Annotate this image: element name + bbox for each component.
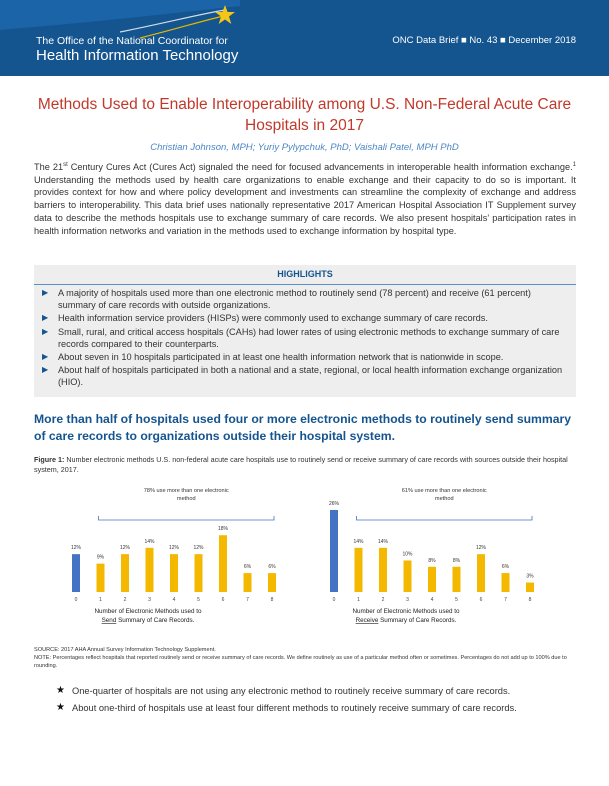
receive-tick-label: 3 <box>406 597 409 603</box>
receive-bar <box>502 573 510 592</box>
receive-bracket <box>357 516 533 520</box>
send-annotation-text: method <box>176 496 196 502</box>
receive-bar <box>404 560 412 592</box>
source-text: SOURCE: 2017 AHA Annual Survey Information Technology Supplement. <box>34 647 216 653</box>
send-bar <box>219 535 227 592</box>
highlights-title: HIGHLIGHTS <box>277 269 333 279</box>
page-title: Methods Used to Enable Interoperability among U.S. Non-Federal Acute Care Hospitals in 2017 <box>37 96 572 134</box>
send-bar <box>268 573 276 592</box>
receive-value-label: 8% <box>452 557 461 564</box>
arrow-bullet-icon: ▶ <box>42 326 49 336</box>
org-name-line2: Health Information Technology <box>36 47 239 64</box>
section-heading: More than half of hospitals used four or more electronic methods to routinely send summary of care records to organizations outside their hospital system. <box>34 412 572 443</box>
highlights-list <box>42 287 570 390</box>
send-bar <box>170 554 178 592</box>
receive-xlabel-line2 <box>356 617 457 624</box>
note-text: NOTE: Percentages reflect hospitals that reported routinely send or receive summary of care records. We define routinely as use of a particular method often or sometimes. Percentages do not add up to 100% due to rounding. <box>34 655 567 669</box>
send-value-label: 6% <box>268 564 276 571</box>
send-value-label: 12% <box>119 545 131 552</box>
findings-list <box>56 686 576 720</box>
figure-caption: Figure 1: Number electronic methods U.S. non-federal acute care hospitals use to routinely send or receive summary of care records with sources outside their hospital system, 2017. <box>34 455 568 474</box>
send-tick-label: 5 <box>197 597 200 603</box>
receive-value-label: 10% <box>402 551 413 558</box>
receive-bar <box>379 548 387 592</box>
receive-value-label: 14% <box>377 538 389 545</box>
receive-bar <box>428 567 436 592</box>
send-xlabel-line1: Number of Electronic Methods used to <box>94 608 202 615</box>
header-banner <box>0 0 609 76</box>
receive-value-label: 12% <box>475 545 487 552</box>
arrow-bullet-icon: ▶ <box>42 313 49 323</box>
send-tick-label: 2 <box>123 597 127 603</box>
receive-bar <box>453 567 461 592</box>
receive-value-label: 8% <box>428 557 436 564</box>
send-tick-label: 0 <box>74 597 78 603</box>
intro-paragraph: The 21st Century Cures Act (Cures Act) signaled the need for focused advancements in interoperable health information exchange.$^1$ Understanding the methods used by health care organizations to enable exchange and their capacity to do so is important. It provides context for how and where policy development and investments can streamline the complexity of exchange and address barriers to interoperability. This data brief uses nationally representative 2017 American Hospital Association IT Supplement survey data to describe the methods hospitals use to exchange summary of care records. We also present hospitals’ participation rates in health information networks and variation in the methods used to exchange information by hospital type. <box>34 162 576 236</box>
send-value-label: 9% <box>96 554 105 561</box>
send-methods-chart <box>60 480 290 640</box>
receive-tick-label: 5 <box>455 597 458 603</box>
finding-item: ★ About one-third of hospitals use at least four different methods to routinely receive summary of care records. <box>56 702 517 713</box>
send-value-label: 14% <box>144 538 155 545</box>
receive-tick-label: 8 <box>528 597 532 603</box>
send-tick-label: 6 <box>221 597 225 603</box>
receive-bar <box>477 554 485 592</box>
send-value-label: 12% <box>168 545 180 552</box>
send-tick-label: 7 <box>246 597 249 603</box>
send-bar <box>244 573 252 592</box>
receive-tick-label: 2 <box>381 597 385 603</box>
send-xlabel-emphasis: Send <box>101 617 117 624</box>
receive-xlabel-line1: Number of Electronic Methods used to <box>352 608 460 615</box>
highlight-item: ▶ Health information service providers (HISPs) were commonly used to exchange summary of care records. <box>42 313 488 324</box>
arrow-bullet-icon: ▶ <box>42 288 49 297</box>
source-note <box>34 646 579 670</box>
send-bar <box>146 548 154 592</box>
receive-annotation-text: method <box>434 496 454 502</box>
finding-item: ★ One-quarter of hospitals are not using any electronic method to routinely receive summary of care records. <box>56 685 511 696</box>
brief-info: ONC Data Brief ■ No. 43 ■ December 2018 <box>392 35 576 46</box>
receive-tick-label: 1 <box>357 597 360 603</box>
receive-tick-label: 7 <box>504 597 507 603</box>
receive-value-label: 3% <box>526 573 534 580</box>
highlights-divider <box>34 284 576 285</box>
send-value-label: 18% <box>217 526 229 533</box>
send-tick-label: 3 <box>148 597 151 603</box>
send-xlabel-line2 <box>102 617 195 624</box>
send-value-label: 6% <box>243 564 252 571</box>
receive-value-label: 14% <box>353 538 364 545</box>
highlight-item: ▶ About seven in 10 hospitals participated in at least one health information network that is nationwide in scope. <box>42 352 504 363</box>
star-bullet-icon: ★ <box>56 685 65 696</box>
highlight-item: ▶ Small, rural, and critical access hospitals (CAHs) had lower rates of using electronic methods to exchange summary of care records compared to their counterparts. <box>42 326 560 349</box>
authors: Christian Johnson, MPH; Yuriy Pylypchuk, PhD; Vaishali Patel, MPH PhD <box>150 142 459 153</box>
receive-xlabel-suffix: Summary of Care Records. <box>378 617 457 624</box>
receive-value-label: 26% <box>328 501 340 507</box>
receive-value-label: 6% <box>501 564 510 571</box>
send-value-label: 12% <box>193 545 204 552</box>
send-value-label: 12% <box>70 545 82 552</box>
send-tick-label: 4 <box>172 597 176 603</box>
star-bullet-icon: ★ <box>56 702 65 713</box>
send-annotation-text: 78% use more than one electronic <box>143 488 229 494</box>
highlights-box <box>34 265 576 397</box>
receive-tick-label: 4 <box>430 597 434 603</box>
receive-bar <box>526 583 534 592</box>
send-bracket <box>99 516 275 520</box>
send-bar <box>121 554 129 592</box>
send-bar <box>72 554 80 592</box>
send-tick-label: 1 <box>99 597 102 603</box>
send-bar <box>195 554 203 592</box>
receive-tick-label: 6 <box>479 597 483 603</box>
arrow-bullet-icon: ▶ <box>42 352 49 362</box>
receive-tick-label: 0 <box>332 597 336 603</box>
org-name-line1: The Office of the National Coordinator for <box>36 35 228 47</box>
star-logo-icon <box>214 4 236 26</box>
arrow-bullet-icon: ▶ <box>42 365 49 375</box>
send-tick-label: 8 <box>270 597 274 603</box>
receive-bar <box>355 548 363 592</box>
send-bar <box>97 564 105 592</box>
send-xlabel-suffix: Summary of Care Records. <box>116 617 195 624</box>
receive-xlabel-emphasis: Receive <box>355 617 379 624</box>
highlight-item: ▶ About half of hospitals participated in both a national and a state, regional, or local health information exchange organization (HIO). <box>42 365 563 388</box>
highlight-item: ▶ A majority of hospitals used more than one electronic method to routinely send (78 percent) and receive (61 percent) summary of care records with outside organizations. <box>42 288 531 311</box>
receive-annotation-text: 61% use more than one electronic <box>401 488 487 494</box>
receive-methods-chart <box>318 480 548 640</box>
receive-bar <box>330 510 338 592</box>
